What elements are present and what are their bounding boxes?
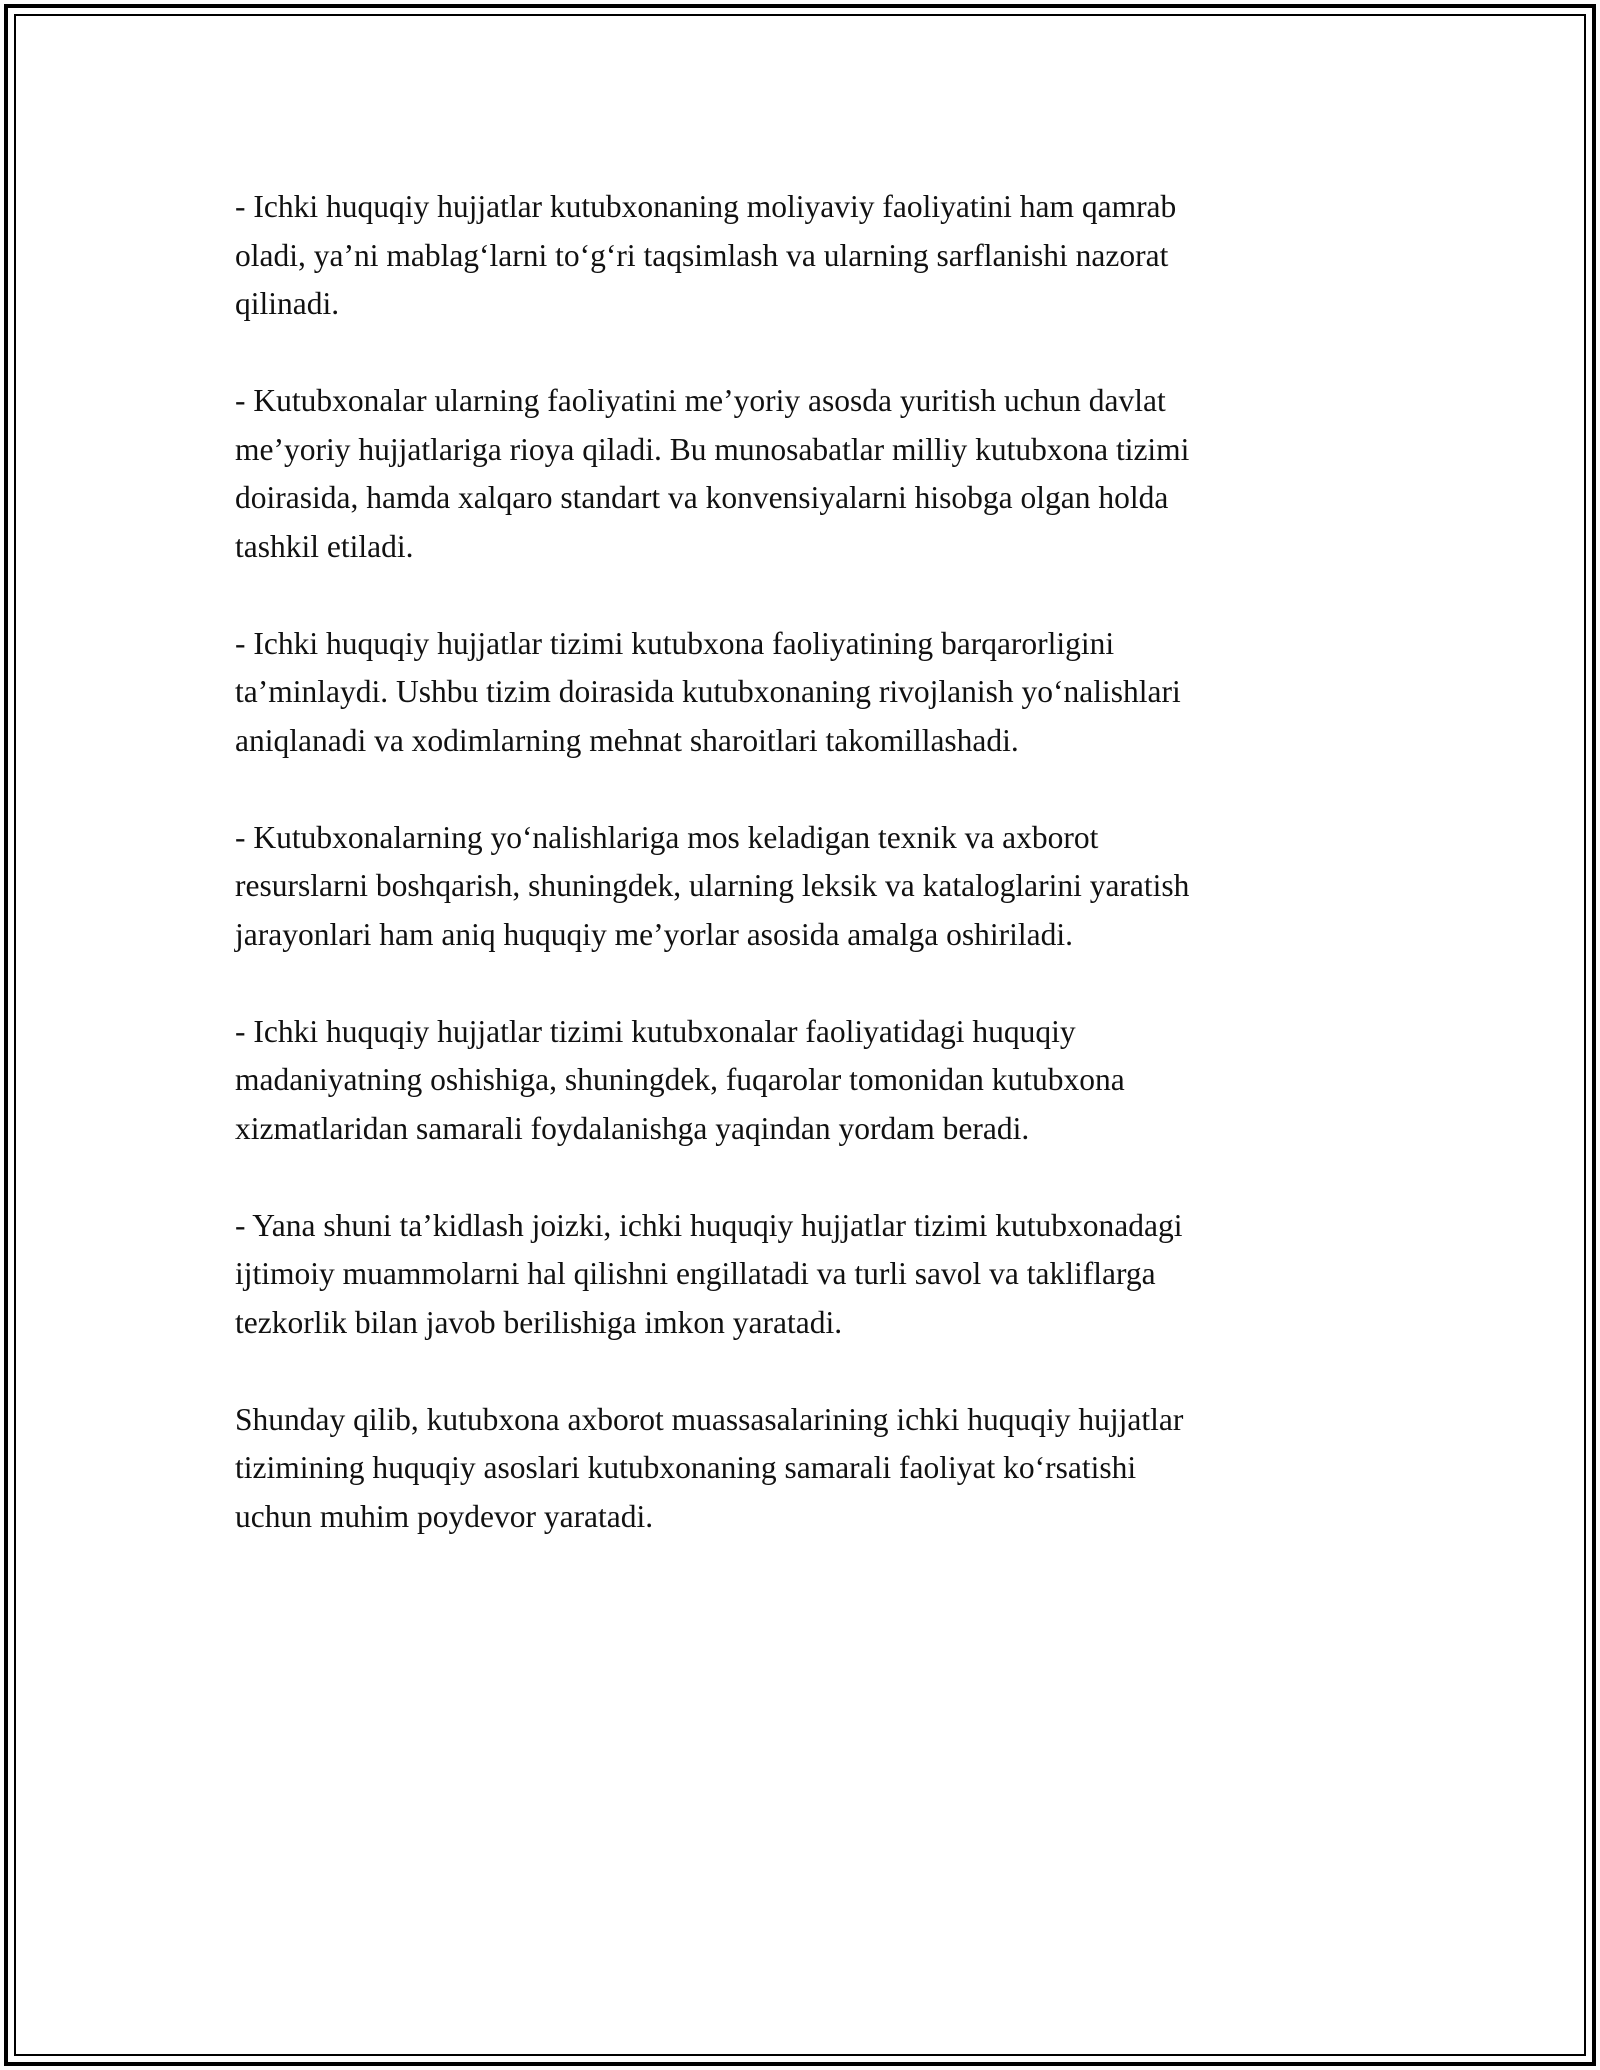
paragraph-resource-management: - Kutubxonalarning yo‘nalishlariga mos keladigan texnik va axborot resurslarni boshqarish, shuningdek, ularning leksik va kataloglarini yaratish jarayonlari ham aniq huquqiy me’yorlar asosida amalga oshiriladi. [235,819,1190,952]
paragraph-social-problems: - Yana shuni ta’kidlash joizki, ichki huquqiy hujjatlar tizimi kutubxonadagi ijtimoiy muammolarni hal qilishni engillatadi va turli savol va takliflarga tezkorlik bilan javob berilishiga imkon yaratadi. [235,1207,1183,1340]
paragraph-conclusion: Shunday qilib, kutubxona axborot muassasalarining ichki huquqiy hujjatlar tizimining huquqiy asoslari kutubxonaning samarali faoliyat ko‘rsatishi uchun muhim poydevor yaratadi. [235,1401,1184,1534]
paragraph-state-regulations: - Kutubxonalar ularning faoliyatini me’yoriy asosda yuritish uchun davlat me’yoriy hujjatlariga rioya qiladi. Bu munosabatlar milliy kutubxona tizimi doirasida, hamda xalqaro standart va konvensiyalarni hisobga olgan holda tashkil etiladi. [235,383,1190,564]
paragraph-stability: - Ichki huquqiy hujjatlar tizimi kutubxona faoliyatining barqarorligini ta’minlaydi. Ushbu tizim doirasida kutubxonaning rivojlanish yo‘nalishlari aniqlanadi va xodimlarning mehnat sharoitlari takomillashadi. [235,625,1181,758]
paragraph-financial-activity: - Ichki huquqiy hujjatlar kutubxonaning moliyaviy faoliyatini ham qamrab oladi, ya’ni mablag‘larni to‘g‘ri taqsimlash va ularning sarflanishi nazorat qilinadi. [235,189,1177,321]
document-body [235,183,1375,1590]
paragraph-legal-culture: - Ichki huquqiy hujjatlar tizimi kutubxonalar faoliyatidagi huquqiy madaniyatning oshishiga, shuningdek, fuqarolar tomonidan kutubxona xizmatlaridan samarali foydalanishga yaqindan yordam beradi. [235,1013,1125,1146]
